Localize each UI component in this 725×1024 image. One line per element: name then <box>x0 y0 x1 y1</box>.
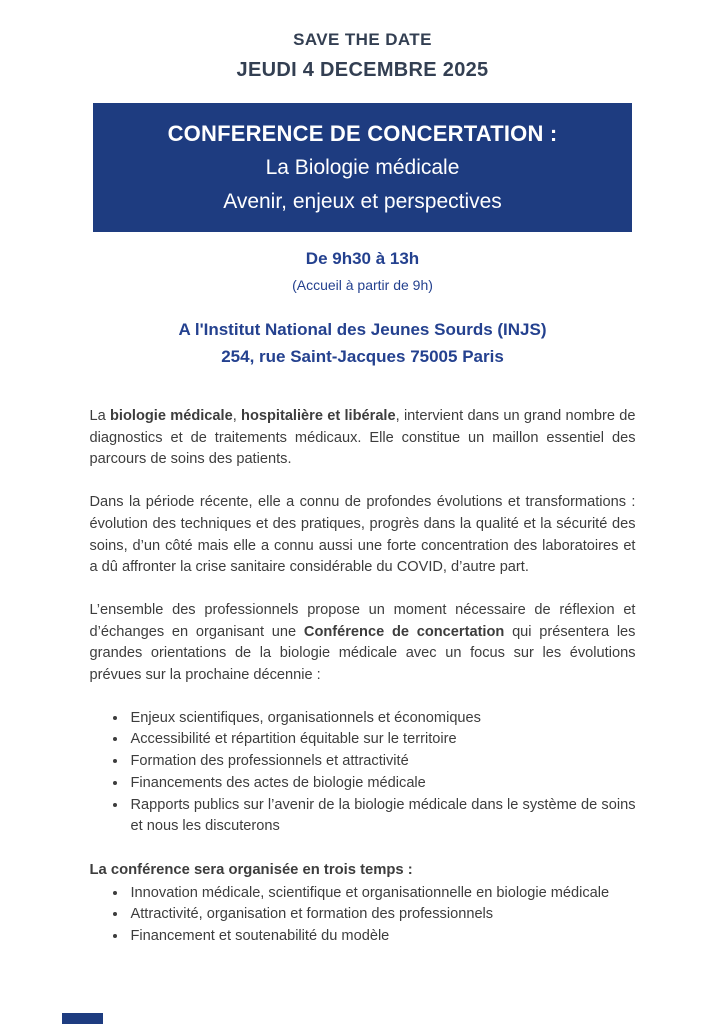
list-item: • Financement et soutenabilité du modèle <box>128 926 636 948</box>
schedule-block <box>0 250 725 293</box>
intro-paragraph-3 <box>90 600 636 687</box>
intro-p3-part-1: Conférence de concertation <box>303 623 505 640</box>
list-item: • Innovation médicale, scientifique et organisationnelle en biologie médicale <box>128 883 636 905</box>
intro-p1-part-1: biologie médicale <box>110 408 233 424</box>
intro-paragraph-2: Dans la période récente, elle a connu de profondes évolutions et transformations : évolution des techniques et des pratiques, progrès dans la qualité et la sécurité des soins, d’un côté mais elle a connu aussi une forte concentration des laboratoires et a dû affronter la crise sanitaire considérable du COVID, d’autre part. <box>89 494 636 576</box>
intro-p3-part-2: qui présentera les grandes orientations de la biologie médicale avec un focus sur les évolutions prévues sur la prochaine décennie : <box>89 623 636 684</box>
event-date: JEUDI 4 DECEMBRE 2025 <box>236 59 489 81</box>
next-page-banner-sliver <box>62 1013 103 1024</box>
intro-p1-part-0: La <box>89 408 111 424</box>
intro-p1-part-4: , intervient dans un grand nombre de diagnostics et de traitements médicaux. Elle constitue un maillon essentiel des parcours de soins des patients. <box>89 408 636 468</box>
list-item: • Formation des professionnels et attractivité <box>128 751 636 773</box>
conference-subtitle: La Biologie médicale <box>265 155 460 179</box>
save-the-date-title: SAVE THE DATE <box>293 30 432 49</box>
conference-tagline: Avenir, enjeux et perspectives <box>223 189 502 213</box>
body-content <box>90 406 636 948</box>
focus-topics-list <box>90 708 636 838</box>
list-item: • Enjeux scientifiques, organisationnels et économiques <box>128 708 636 730</box>
list-item: • Rapports publics sur l’avenir de la biologie médicale dans le système de soins et nous les discuterons <box>128 795 636 838</box>
event-time: De 9h30 à 13h <box>305 249 420 268</box>
list-item: • Financements des actes de biologie médicale <box>128 773 636 795</box>
venue-address: 254, rue Saint-Jacques 75005 Paris <box>221 347 504 366</box>
conference-title: CONFERENCE DE CONCERTATION : <box>167 120 558 146</box>
list-item: • Accessibilité et répartition équitable sur le territoire <box>128 729 636 751</box>
intro-p3-part-0: L’ensemble des professionnels propose un moment nécessaire de réflexion et d’échanges en organisant une <box>89 601 636 640</box>
list-item: • Attractivité, organisation et formation des professionnels <box>128 904 636 926</box>
conference-banner <box>93 103 632 232</box>
venue-name: A l'Institut National des Jeunes Sourds (INJS) <box>178 320 547 339</box>
intro-p1-part-2: , <box>232 408 242 424</box>
agenda-heading: La conférence sera organisée en trois temps : <box>89 861 413 878</box>
page-header <box>0 0 725 82</box>
intro-p1-part-3: hospitalière et libérale <box>241 408 396 424</box>
venue-block <box>0 316 725 370</box>
reception-time: (Accueil à partir de 9h) <box>292 277 433 293</box>
intro-paragraph-1 <box>90 406 636 471</box>
agenda-list <box>90 883 636 948</box>
